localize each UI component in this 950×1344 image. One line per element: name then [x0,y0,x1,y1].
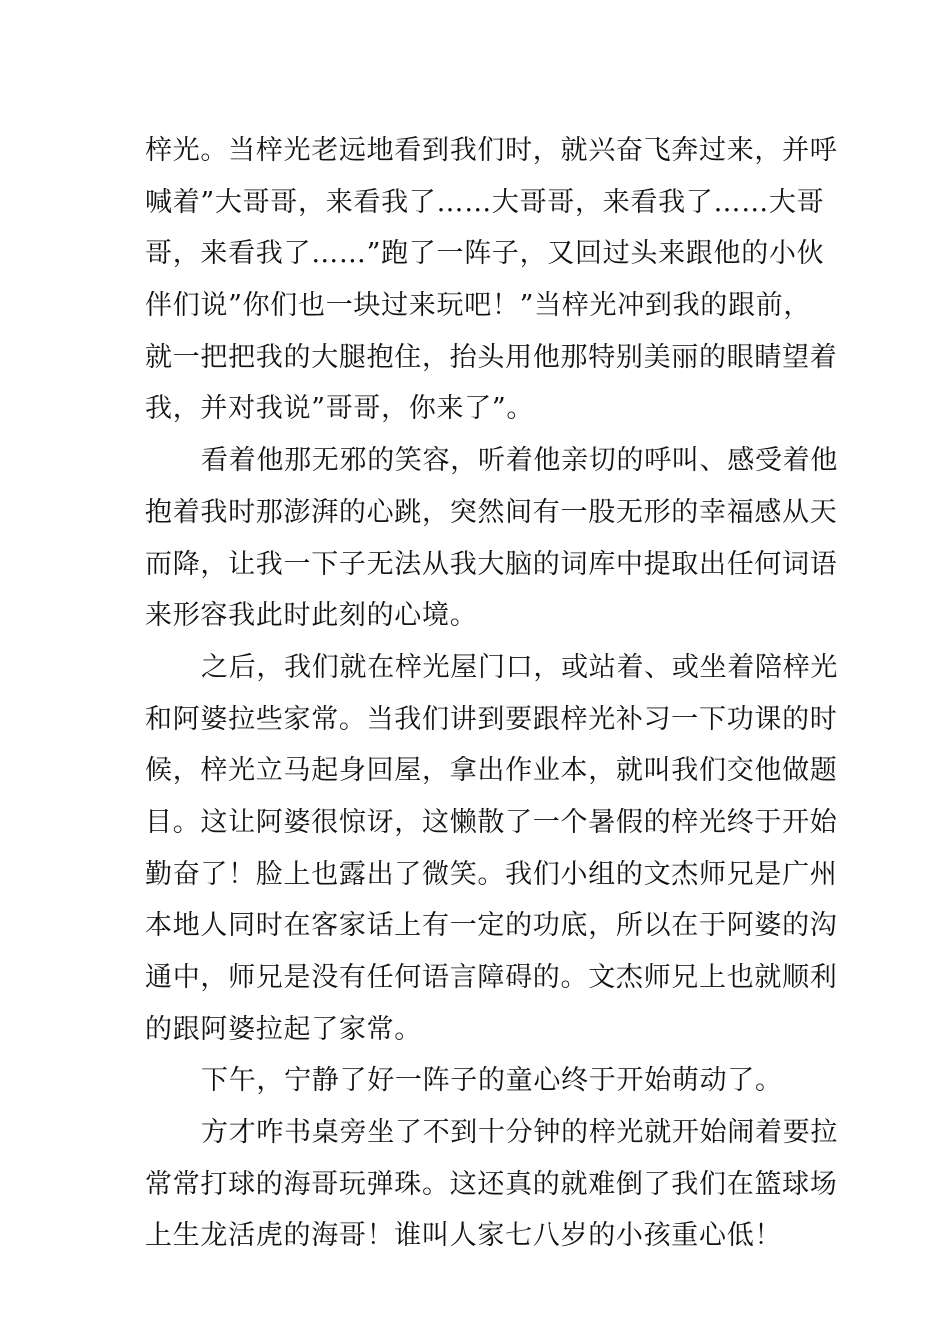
paragraph-first-line: 看着他那无邪的笑容，听着他亲切的呼叫、感受着他 [201,445,839,477]
text-line: 喊着”大哥哥，来看我了……大哥哥，来看我了……大哥 [145,186,825,218]
text-line: 伴们说”你们也一块过来玩吧！”当梓光冲到我的跟前， [145,290,812,322]
text-line: 就一把把我的大腿抱住，抬头用他那特别美丽的眼睛望着 [145,341,838,373]
paragraph-first-line: 下午，宁静了好一阵子的童心终于开始萌动了。 [201,1065,783,1097]
text-line: 通中，师兄是没有任何语言障碍的。文杰师兄上也就顺利 [145,962,838,993]
text-line: 哥，来看我了……”跑了一阵子，又回过头来跟他的小伙 [145,238,825,270]
text-line: 而降，让我一下子无法从我大脑的词库中提取出任何词语 [145,548,838,580]
paragraph-first-line: 之后，我们就在梓光屋门口，或站着、或坐着陪梓光 [201,651,839,683]
text-line: 上生龙活虎的海哥！谁叫人家七八岁的小孩重心低！ [145,1220,783,1252]
text-line: 候，梓光立马起身回屋，拿出作业本，就叫我们交他做题 [145,755,838,787]
paragraph-first-line: 方才咋书桌旁坐了不到十分钟的梓光就开始闹着要拉 [201,1117,839,1149]
text-line: 勤奋了！脸上也露出了微笑。我们小组的文杰师兄是广州 [145,858,838,890]
text-line: 和阿婆拉些家常。当我们讲到要跟梓光补习一下功课的时 [145,703,838,735]
document-body [145,125,839,1262]
text-line: 的跟阿婆拉起了家常。 [145,1013,422,1045]
text-line: 目。这让阿婆很惊讶，这懒散了一个暑假的梓光终于开始 [145,806,838,838]
text-line: 梓光。当梓光老远地看到我们时，就兴奋飞奔过来，并呼 [145,135,838,166]
text-line: 抱着我时那澎湃的心跳，突然间有一股无形的幸福感从天 [145,496,838,528]
text-line: 常常打球的海哥玩弹珠。这还真的就难倒了我们在篮球场 [145,1168,838,1200]
text-line: 我，并对我说”哥哥，你来了”。 [145,393,535,425]
text-line: 本地人同时在客家话上有一定的功底，所以在于阿婆的沟 [145,910,838,942]
text-line: 来形容我此时此刻的心境。 [145,600,478,632]
